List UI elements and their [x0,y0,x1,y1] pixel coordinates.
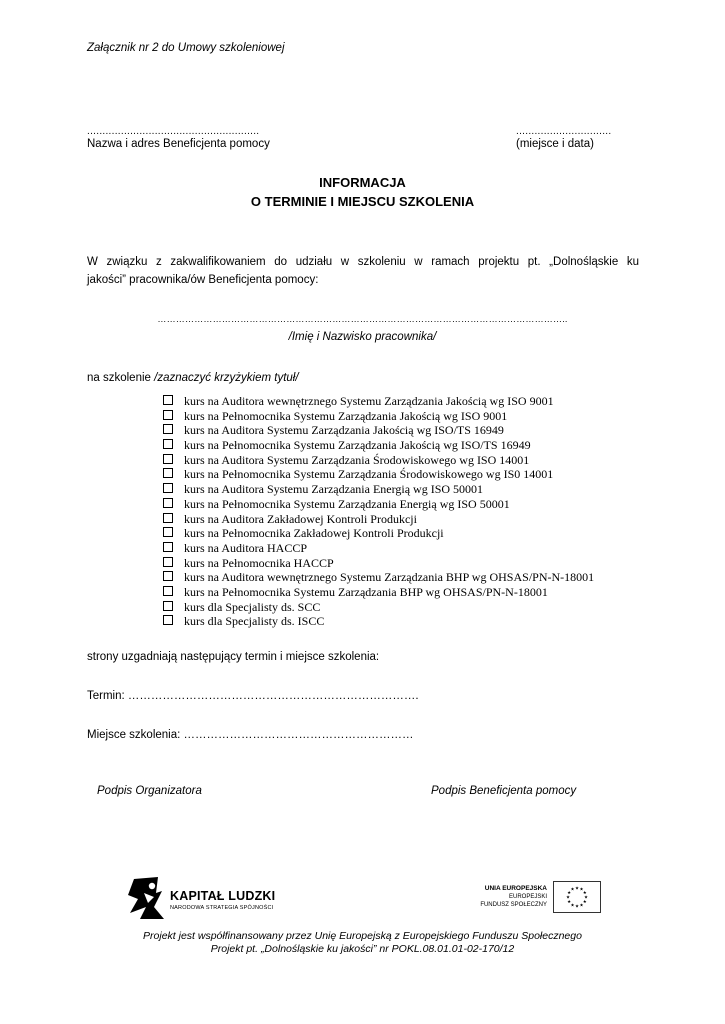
beneficiary-label: Nazwa i adres Beneficjenta pomocy [87,138,270,150]
eu-star-icon: ★ [567,899,572,904]
organizer-signature-label: Podpis Organizatora [97,785,202,797]
course-option-label: kurs na Auditora HACCP [184,540,307,555]
course-option[interactable] [163,614,594,629]
term-field[interactable]: Termin: …………………………………………………………………. [87,690,419,702]
course-option-label: kurs na Auditora wewnętrznego Systemu Zarządzania Jakością wg ISO 9001 [184,394,554,408]
course-option[interactable] [163,423,594,438]
eu-logo-text [440,885,547,909]
intro-line2: jakości” pracownika/ów Beneficjenta pomocy: [87,274,319,286]
eu-star-icon: ★ [579,886,584,892]
eu-star-icon: ★ [574,885,580,891]
checkbox[interactable] [163,468,173,478]
intro-paragraph [87,253,639,289]
eu-star-icon: ★ [565,894,571,900]
checkbox[interactable] [163,557,173,567]
eu-star-icon: ★ [579,902,584,908]
checkbox[interactable] [163,615,173,625]
course-hint: /zaznaczyć krzyżykiem tytuł/ [154,372,299,384]
intro-line1: W związku z zakwalifikowaniem do udziału w szkoleniu w ramach projektu pt. „Dolnośląskie ku [87,256,639,268]
employee-name-label: /Imię i Nazwisko pracownika/ [288,331,437,343]
eu-star-icon: ★ [582,890,587,895]
course-option[interactable] [163,526,594,541]
eu-line1: UNIA EUROPEJSKA [484,885,547,892]
course-option-label: kurs na Auditora Systemu Zarządzania Jakością wg ISO/TS 16949 [184,423,504,438]
course-option-label: kurs na Pełnomocnika Systemu Zarządzania Środowiskowego wg IS0 14001 [184,467,554,482]
course-options-list [163,394,594,629]
eu-star-icon: ★ [574,903,580,909]
eu-flag-icon [553,881,601,913]
course-option-label: kurs na Pełnomocnika Systemu Zarządzania Energią wg ISO 50001 [184,496,510,511]
course-option[interactable] [163,394,594,409]
agreement-text: strony uzgadniają następujący termin i miejsce szkolenia: [87,651,380,663]
date-dots: ............................... [516,126,612,137]
course-option[interactable] [163,482,594,497]
course-option[interactable] [163,453,594,468]
checkbox[interactable] [163,601,173,611]
course-option[interactable] [163,467,594,482]
kapital-ludzki-title: KAPITAŁ LUDZKI [170,889,276,903]
checkbox[interactable] [163,498,173,508]
checkbox[interactable] [163,571,173,581]
employee-name-dots: …………………………………………………………………………………………………………………….. [157,314,568,324]
checkbox[interactable] [163,527,173,537]
checkbox[interactable] [163,542,173,552]
course-option-label: kurs na Auditora wewnętrznego Systemu Zarządzania BHP wg OHSAS/PN-N-18001 [184,570,595,585]
footer-line1: Projekt jest współfinansowany przez Unię Europejską z Europejskiego Funduszu Społecznego [143,930,582,942]
course-option-label: kurs na Pełnomocnika HACCP [184,555,334,570]
course-option[interactable] [163,556,594,571]
checkbox[interactable] [163,410,173,420]
course-heading [87,372,299,384]
course-option[interactable] [163,438,594,453]
course-prefix: na szkolenie [87,372,155,384]
course-option-label: kurs na Auditora Systemu Zarządzania Środowiskowego wg ISO 14001 [184,452,530,467]
beneficiary-signature-label: Podpis Beneficjenta pomocy [431,785,577,797]
eu-star-icon: ★ [582,899,587,904]
document-title-line2: O TERMINIE I MIEJSCU SZKOLENIA [250,194,475,209]
course-option-label: kurs na Auditora Zakładowej Kontroli Produkcji [184,511,417,526]
date-label: (miejsce i data) [516,138,594,150]
checkbox[interactable] [163,439,173,449]
kapital-ludzki-subtitle: NARODOWA STRATEGIA SPÓJNOŚCI [170,905,274,911]
footer-line2: Projekt pt. „Dolnośląskie ku jakości” nr POKL.08.01.01-02-170/12 [210,943,515,955]
annex-title: Załącznik nr 2 do Umowy szkoleniowej [87,42,285,54]
course-option-label: kurs na Pełnomocnika Systemu Zarządzania Jakością wg ISO 9001 [184,408,508,423]
course-option-label: kurs dla Specjalisty ds. ISCC [184,614,325,629]
course-option-label: kurs na Pełnomocnika Zakładowej Kontroli Produkcji [184,526,444,541]
checkbox[interactable] [163,424,173,434]
course-option-label: kurs na Pełnomocnika Systemu Zarządzania BHP wg OHSAS/PN-N-18001 [184,584,548,599]
course-option[interactable] [163,570,594,585]
eu-line2: EUROPEJSKI [508,894,547,900]
course-option[interactable] [163,541,594,556]
course-option-label: kurs na Auditora Systemu Zarządzania Energią wg ISO 50001 [184,482,484,497]
course-option[interactable] [163,409,594,424]
course-option[interactable] [163,512,594,527]
place-field[interactable]: Miejsce szkolenia: …………………………………………………… [87,729,414,741]
course-option-label: kurs na Pełnomocnika Systemu Zarządzania Jakością wg ISO/TS 16949 [184,438,531,453]
eu-star-icon: ★ [570,886,575,892]
checkbox[interactable] [163,395,173,405]
course-option-label: kurs dla Specjalisty ds. SCC [184,599,321,614]
checkbox[interactable] [163,513,173,523]
document-title-line1: INFORMACJA [319,175,406,190]
course-option[interactable] [163,600,594,615]
eu-star-icon: ★ [567,890,572,895]
eu-star-icon: ★ [583,894,589,900]
course-option[interactable] [163,585,594,600]
checkbox[interactable] [163,454,173,464]
course-option[interactable] [163,497,594,512]
eu-line3: FUNDUSZ SPOŁECZNY [480,902,547,908]
eu-star-icon: ★ [570,902,575,908]
beneficiary-dots: ........................................................ [87,126,260,137]
checkbox[interactable] [163,483,173,493]
checkbox[interactable] [163,586,173,596]
